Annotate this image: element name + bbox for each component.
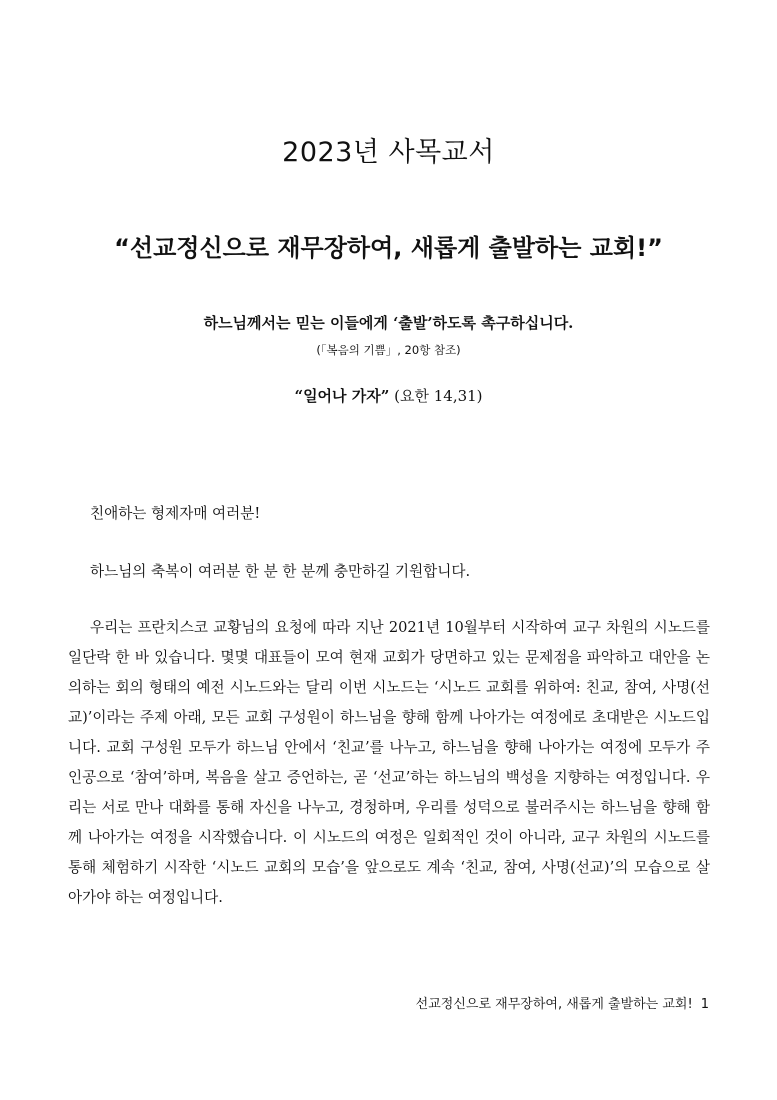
document-title: 2023년 사목교서 — [282, 137, 495, 168]
document-subtitle: “선교정신으로 재무장하여, 새롭게 출발하는 교회!” — [114, 234, 663, 262]
blessing-paragraph: 하느님의 축복이 여러분 한 분 한 분께 충만하길 기원합니다. — [90, 563, 471, 580]
body-paragraph: 우리는 프란치스코 교황님의 요청에 따라 지난 2021년 10월부터 시작하여 교구 차원의 시노드를 일단락 한 바 있습니다. 몇몇 대표들이 모여 현재 교회가 당면하고 있는 문제점을 파악하고 대안을 논의하는 회의 형태의 예전 시노드와는 달리 이번 시노드는 ‘시노드 교회를 위하여: 친교, 참여, 사명(선교)’이라는 주제 아래, 모든 교회 구성원이 하느님을 향해 함께 나아가는 여정에로 초대받은 시노드입니다. 교회 구성원 모두가 하느님 안에서 ‘친교’를 나누고, 하느님을 향해 나아가는 여정에 모두가 주인공으로 ‘참여’하며, 복음을 살고 증언하는, 곧 ‘선교’하는 하느님의 백성을 지향하는 여정입니다. 우리는 서로 만나 대화를 통해 자신을 나누고, 경청하며, 우리를 성덕으로 불러주시는 하느님을 향해 함께 나아가는 여정을 시작했습니다. 이 시노드의 여정은 일회적인 것이 아니라, 교구 차원의 시노드를 통해 체험하기 시작한 ‘시노드 교회의 모습’을 앞으로도 계속 ‘친교, 참여, 사명(선교)’의 모습으로 살아가야 하는 여정입니다. — [68, 619, 710, 906]
scripture-quote: “일어나 가자” — [294, 387, 390, 405]
footer-text: 선교정신으로 재무장하여, 새롭게 출발하는 교회! — [415, 997, 693, 1012]
reference-note: (「복음의 기쁨」, 20항 참조) — [316, 343, 461, 357]
scripture-line — [0, 385, 777, 406]
greeting-paragraph: 친애하는 형제자매 여러분! — [90, 505, 261, 522]
page-footer — [416, 993, 709, 1012]
page-number: 1 — [700, 997, 709, 1012]
scripture-citation: (요한 14,31) — [389, 387, 483, 405]
exhortation-line: 하느님께서는 믿는 이들에게 ‘출발’하도록 촉구하십니다. — [203, 314, 574, 332]
